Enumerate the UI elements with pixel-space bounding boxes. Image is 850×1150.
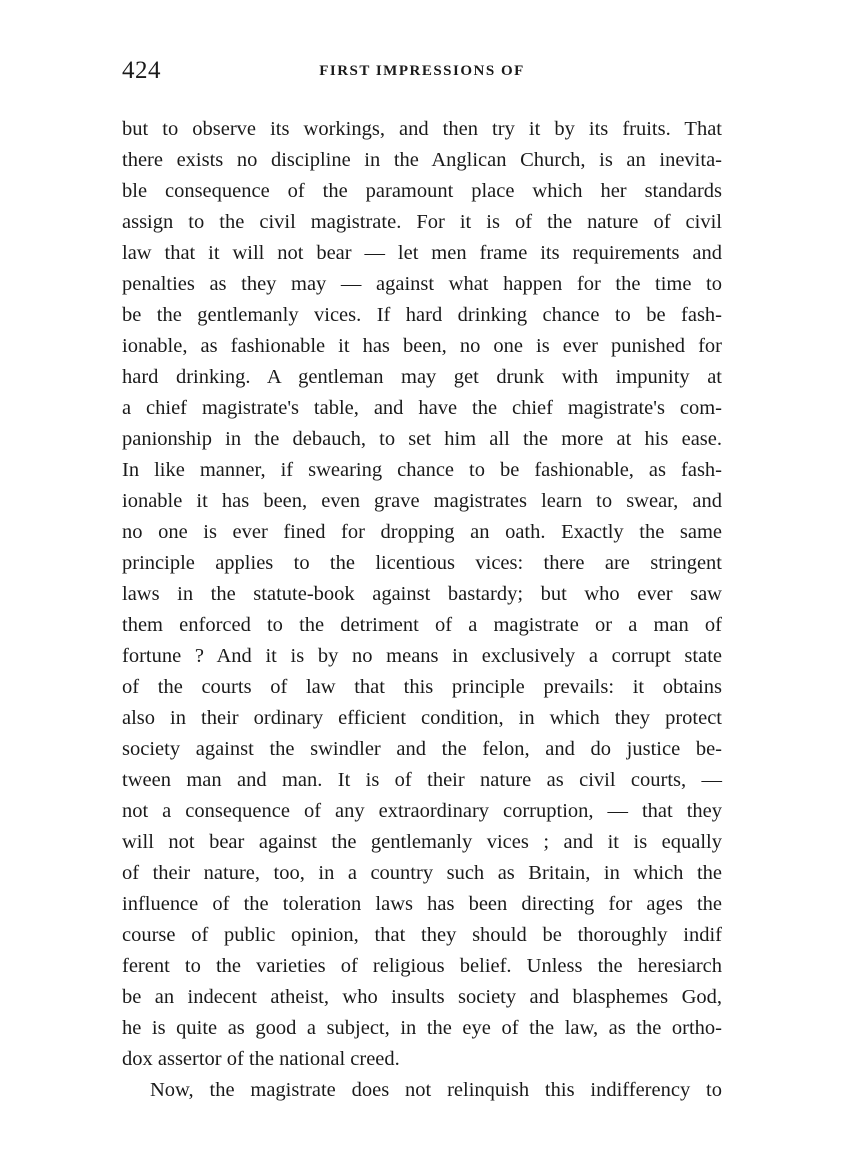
text-line: them enforced to the detriment of a magistrate or a man of (122, 614, 722, 636)
text-line: ionable, as fashionable it has been, no one is ever punished for (122, 335, 722, 357)
text-line: also in their ordinary efficient condition, in which they protect (122, 707, 722, 729)
text-line: there exists no discipline in the Anglican Church, is an inevita- (122, 149, 722, 171)
text-line: course of public opinion, that they should be thoroughly indif (122, 924, 722, 946)
text-line: principle applies to the licentious vices: there are stringent (122, 552, 722, 574)
text-line: hard drinking. A gentleman may get drunk with impunity at (122, 366, 722, 388)
text-line: panionship in the debauch, to set him all the more at his ease. (122, 428, 722, 450)
text-line: In like manner, if swearing chance to be fashionable, as fash- (122, 459, 722, 481)
text-line: Now, the magistrate does not relinquish this indifferency to (150, 1079, 722, 1101)
body-text (122, 114, 722, 1106)
text-line: ble consequence of the paramount place which her standards (122, 180, 722, 202)
text-line: law that it will not bear — let men frame its requirements and (122, 242, 722, 264)
text-line: laws in the statute-book against bastardy; but who ever saw (122, 583, 722, 605)
text-line: will not bear against the gentlemanly vices ; and it is equally (122, 831, 722, 853)
text-line: of the courts of law that this principle prevails: it obtains (122, 676, 722, 698)
paragraph-2 (122, 1075, 722, 1106)
text-line: fortune ? And it is by no means in exclusively a corrupt state (122, 645, 722, 667)
text-line: a chief magistrate's table, and have the chief magistrate's com- (122, 397, 722, 419)
text-line: penalties as they may — against what happen for the time to (122, 273, 722, 295)
running-title: FIRST IMPRESSIONS OF (319, 63, 525, 79)
text-line: assign to the civil magistrate. For it is of the nature of civil (122, 211, 722, 233)
paragraph-1 (122, 114, 722, 1075)
text-line: no one is ever fined for dropping an oath. Exactly the same (122, 521, 722, 543)
text-line: not a consequence of any extraordinary corruption, — that they (122, 800, 722, 822)
text-line: but to observe its workings, and then try it by its fruits. That (122, 118, 722, 140)
text-line: be an indecent atheist, who insults society and blasphemes God, (122, 986, 722, 1008)
text-line: influence of the toleration laws has been directing for ages the (122, 893, 722, 915)
text-line: he is quite as good a subject, in the eye of the law, as the ortho- (122, 1017, 722, 1039)
text-line: ferent to the varieties of religious belief. Unless the heresiarch (122, 955, 722, 977)
page-number: 424 (122, 57, 161, 84)
text-line: tween man and man. It is of their nature as civil courts, — (122, 769, 722, 791)
text-line: dox assertor of the national creed. (122, 1048, 400, 1070)
text-line: ionable it has been, even grave magistrates learn to swear, and (122, 490, 722, 512)
running-head (122, 54, 722, 88)
text-line: be the gentlemanly vices. If hard drinking chance to be fash- (122, 304, 722, 326)
text-line: of their nature, too, in a country such as Britain, in which the (122, 862, 722, 884)
text-line: society against the swindler and the felon, and do justice be- (122, 738, 722, 760)
